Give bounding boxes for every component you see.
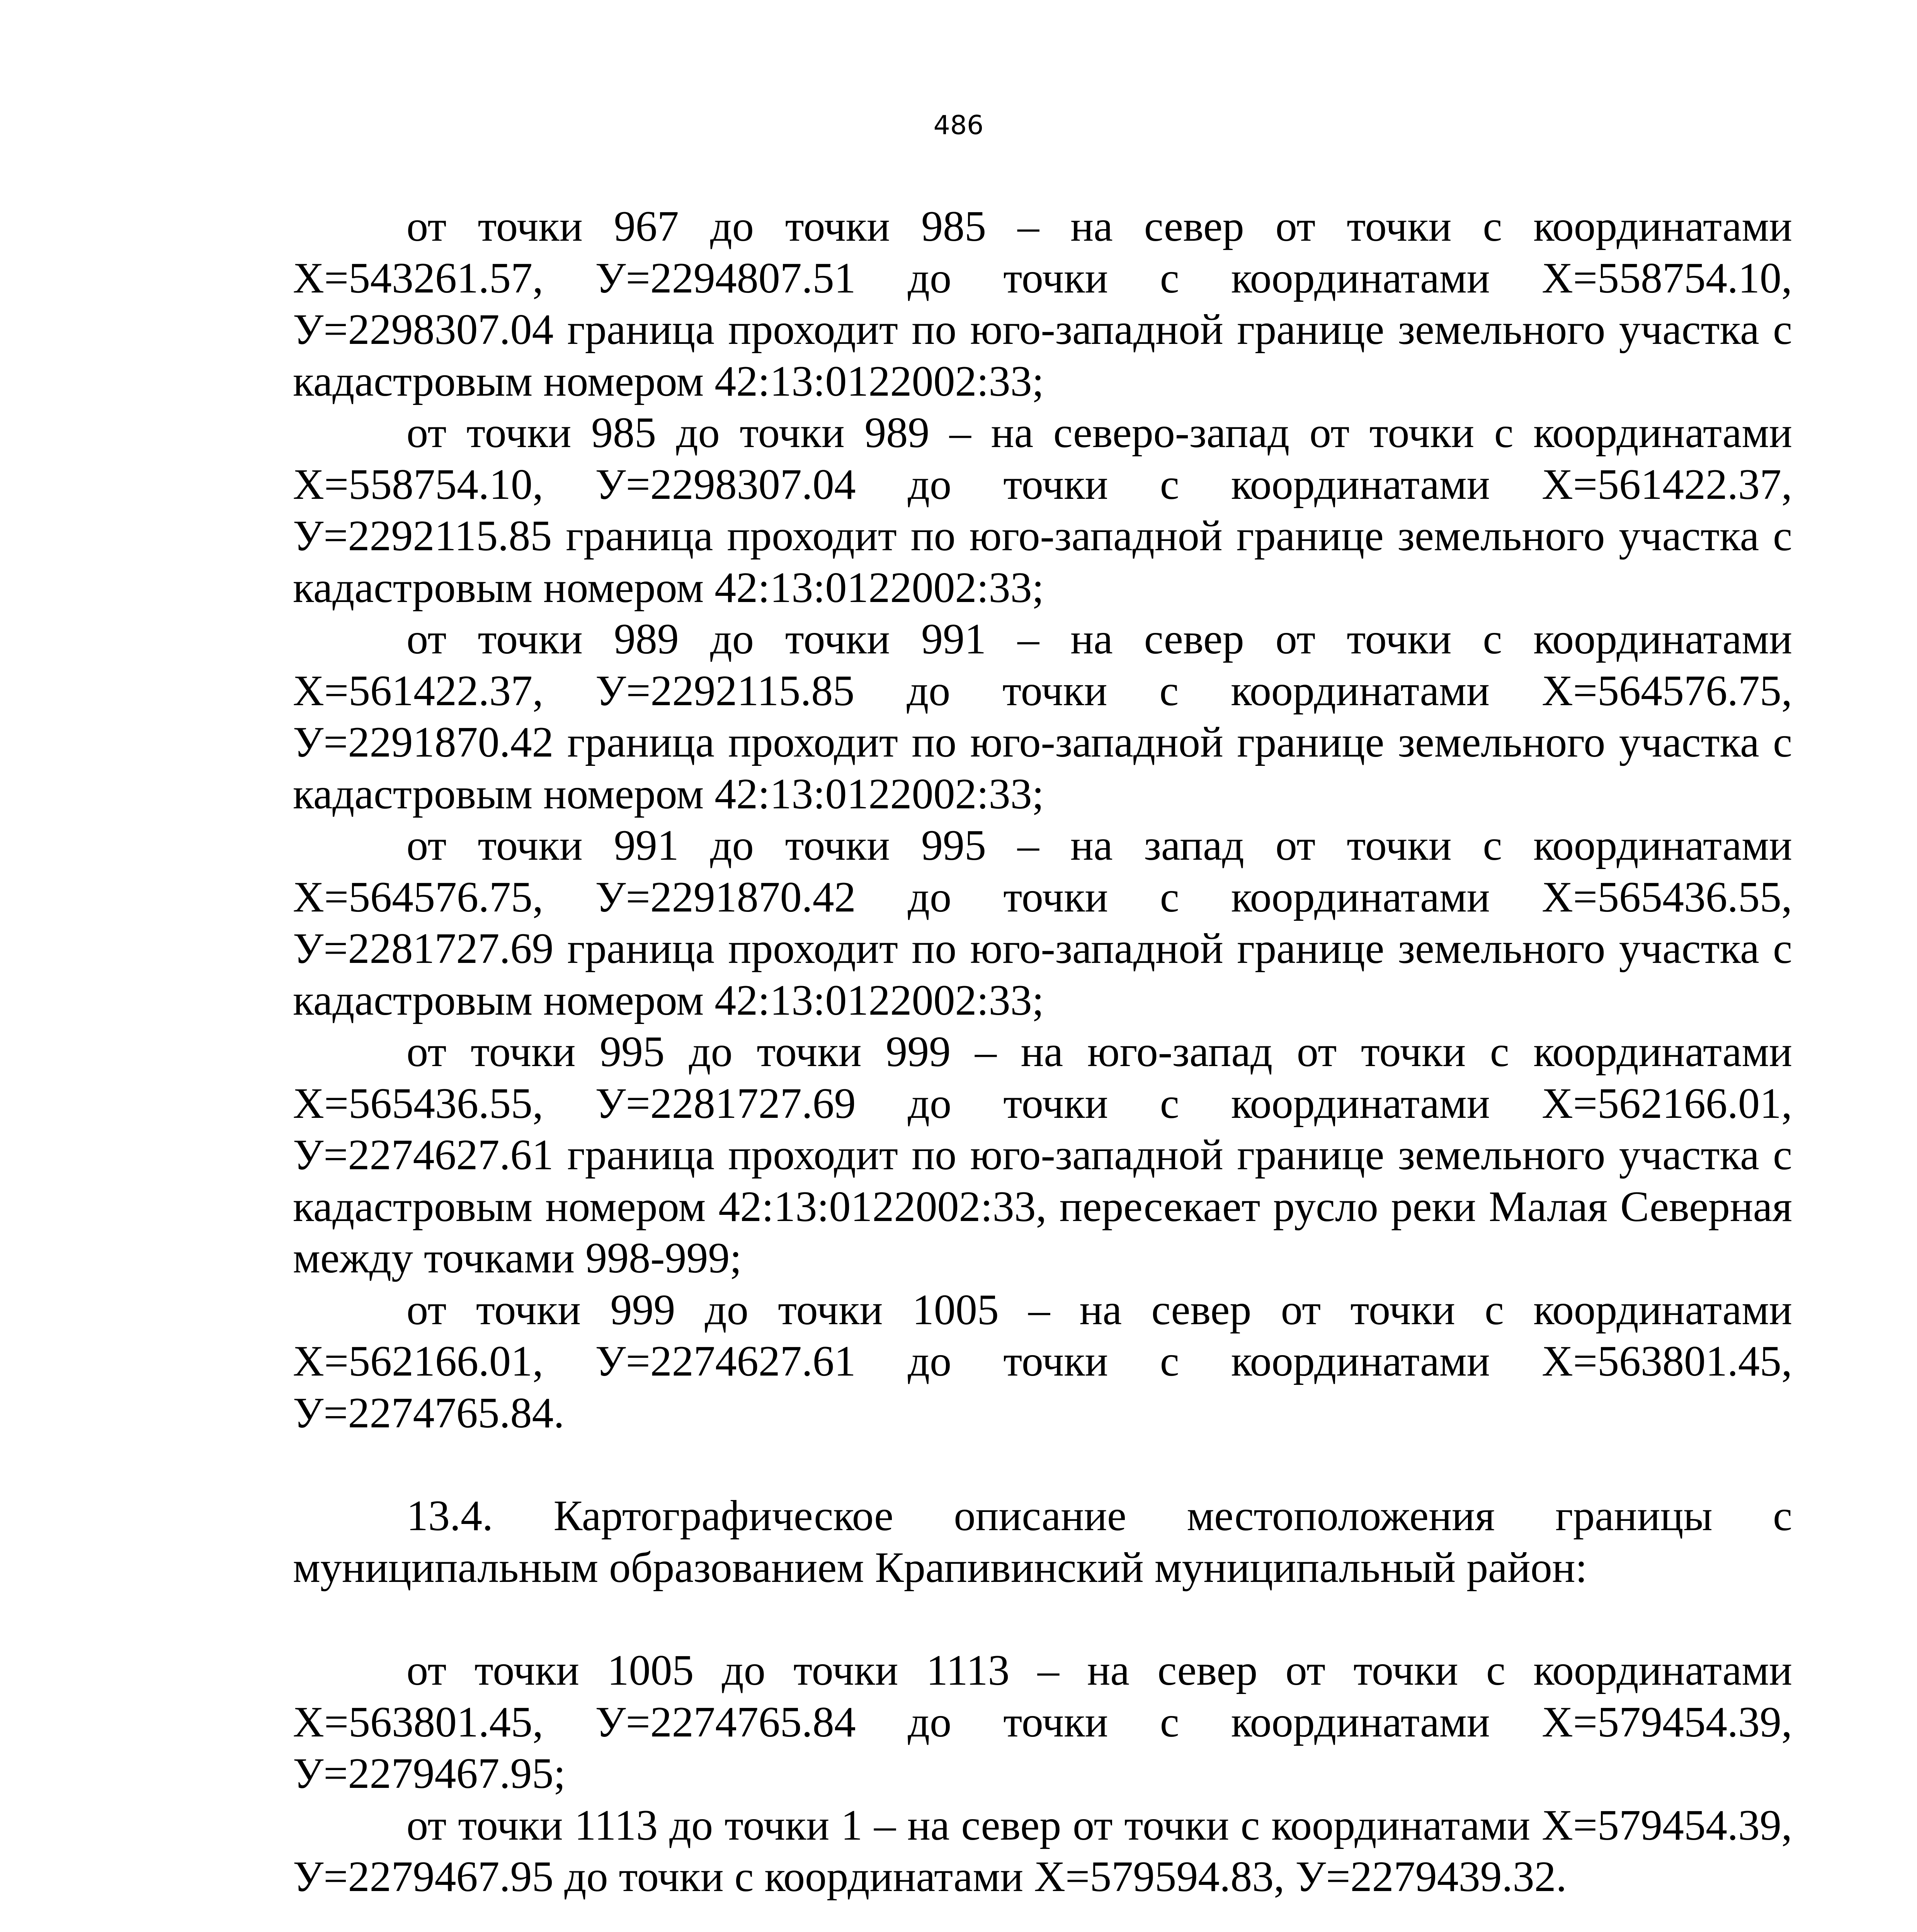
section-heading-13-4: 13.4. Картографическое описание местоположения границы с муниципальным образованием Крапивинский муниципальный район: [293,1492,1792,1592]
paragraph: от точки 1005 до точки 1113 – на север от точки с координатами Х=563801.45, У=2274765.84 до точки с координатами Х=579454.39, У=2279467.95; [293,1646,1792,1798]
page-number: 486 [933,110,984,141]
document-body [293,201,1792,1932]
paragraph: от точки 995 до точки 999 – на юго-запад от точки с координатами Х=565436.55, У=2281727.69 до точки с координатами Х=562166.01, У=2274627.61 граница проходит по юго-западной границе земельного участка с кадастровым номером 42:13:0122002:33, пересекает русло реки Малая Северная между точками 998-999; [293,1028,1792,1282]
paragraph: от точки 999 до точки 1005 – на север от точки с координатами Х=562166.01, У=2274627.61 до точки с координатами Х=563801.45, У=2274765.84. [293,1286,1792,1437]
paragraph: от точки 989 до точки 991 – на север от точки с координатами Х=561422.37, У=2292115.85 до точки с координатами Х=564576.75, У=2291870.42 граница проходит по юго-западной границе земельного участка с кадастровым номером 42:13:0122002:33; [293,615,1792,818]
paragraph: от точки 967 до точки 985 – на север от точки с координатами Х=543261.57, У=2294807.51 до точки с координатами Х=558754.10, У=2298307.04 граница проходит по юго-западной границе земельного участка с кадастровым номером 42:13:0122002:33; [293,202,1792,405]
paragraph: от точки 985 до точки 989 – на северо-запад от точки с координатами Х=558754.10, У=2298307.04 до точки с координатами Х=561422.37, У=2292115.85 граница проходит по юго-западной границе земельного участка с кадастровым номером 42:13:0122002:33; [293,409,1792,612]
paragraph: от точки 1113 до точки 1 – на север от точки с координатами Х=579454.39, У=2279467.95 до точки с координатами Х=579594.83, У=2279439.32. [293,1801,1792,1901]
paragraph: от точки 991 до точки 995 – на запад от точки с координатами Х=564576.75, У=2291870.42 до точки с координатами Х=565436.55, У=2281727.69 граница проходит по юго-западной границе земельного участка с кадастровым номером 42:13:0122002:33; [293,821,1792,1024]
